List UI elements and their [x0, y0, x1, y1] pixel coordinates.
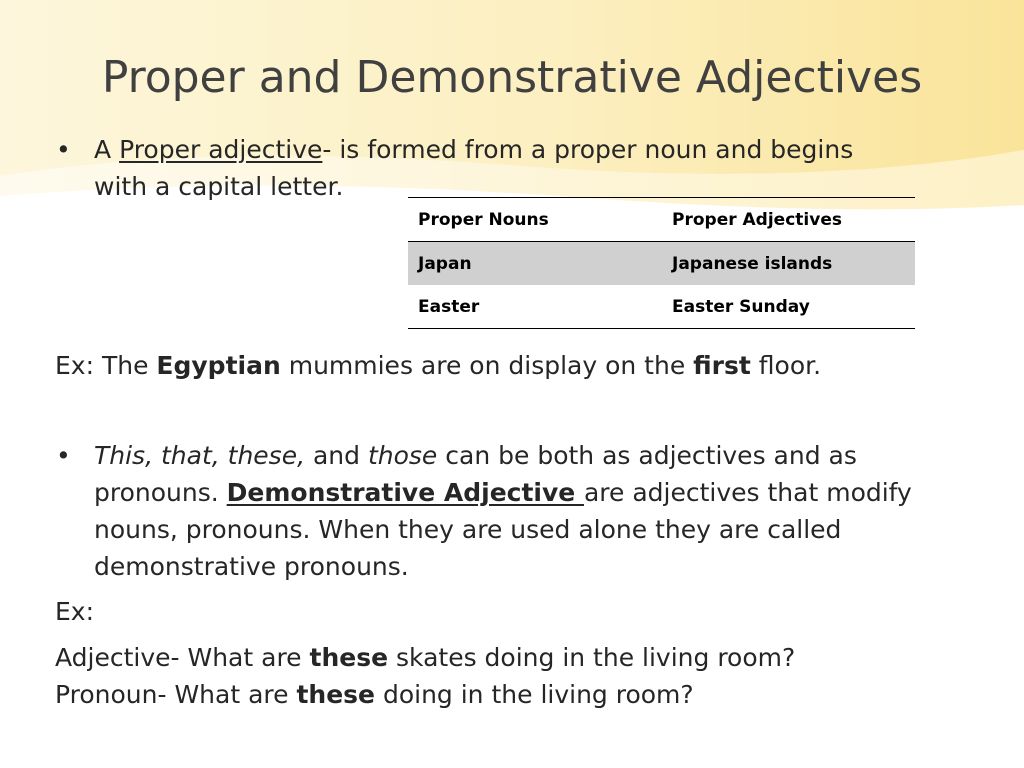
table-header-cell: Proper Adjectives — [662, 198, 915, 242]
example1-pre: Ex: The — [55, 351, 157, 380]
example1-bold-egyptian: Egyptian — [156, 351, 281, 380]
proper-definition: - is formed from a proper noun and begins — [322, 135, 854, 164]
demonstrative-and: and — [305, 441, 368, 470]
example1-mid: mummies are on display on the — [280, 351, 694, 380]
demonstrative-line2-pre: pronouns. — [94, 478, 227, 507]
demonstrative-line4: demonstrative pronouns. — [94, 552, 409, 581]
pronoun-example-bold: these — [296, 680, 376, 709]
bullet-demonstrative: • — [56, 441, 71, 470]
adjective-example-post: skates doing in the living room? — [388, 643, 796, 672]
table-header-cell: Proper Nouns — [408, 198, 662, 242]
table-cell: Japan — [408, 242, 662, 286]
example1-bold-first: first — [693, 351, 751, 380]
bullet-proper-adjective: • — [56, 135, 71, 164]
pronoun-example — [55, 676, 694, 713]
proper-nouns-table — [408, 197, 915, 329]
table-row — [408, 285, 915, 329]
demonstrative-line1 — [94, 437, 857, 474]
table-header-row — [408, 198, 915, 242]
proper-adjective-term: Proper adjective — [119, 135, 323, 164]
example-egyptian — [55, 347, 821, 384]
proper-adjective-line1 — [94, 131, 853, 168]
slide-title: Proper and Demonstrative Adjectives — [101, 52, 923, 103]
table-cell: Easter Sunday — [662, 285, 915, 329]
demonstrative-line3: nouns, pronouns. When they are used alone they are called — [94, 515, 842, 544]
ex-label: Ex: — [55, 597, 95, 626]
table-cell: Japanese islands — [662, 242, 915, 286]
example1-post: floor. — [750, 351, 822, 380]
demonstrative-adjective-term: Demonstrative Adjective — [226, 478, 584, 507]
adjective-example — [55, 639, 795, 676]
proper-adjective-line2: with a capital letter. — [94, 172, 344, 201]
demonstrative-line2 — [94, 474, 912, 511]
proper-prefix: A — [94, 135, 120, 164]
table-cell: Easter — [408, 285, 662, 329]
demonstrative-line2-post: are adjectives that modify — [583, 478, 912, 507]
pronoun-example-post: doing in the living room? — [375, 680, 694, 709]
pronoun-example-pre: Pronoun- What are — [55, 680, 297, 709]
adjective-example-pre: Adjective- What are — [55, 643, 310, 672]
demonstrative-italic-those: those — [367, 441, 438, 470]
adjective-example-bold: these — [309, 643, 389, 672]
demonstrative-italic-words: This, that, these, — [94, 441, 306, 470]
table-row — [408, 242, 915, 286]
demonstrative-rest: can be both as adjectives and as — [437, 441, 857, 470]
